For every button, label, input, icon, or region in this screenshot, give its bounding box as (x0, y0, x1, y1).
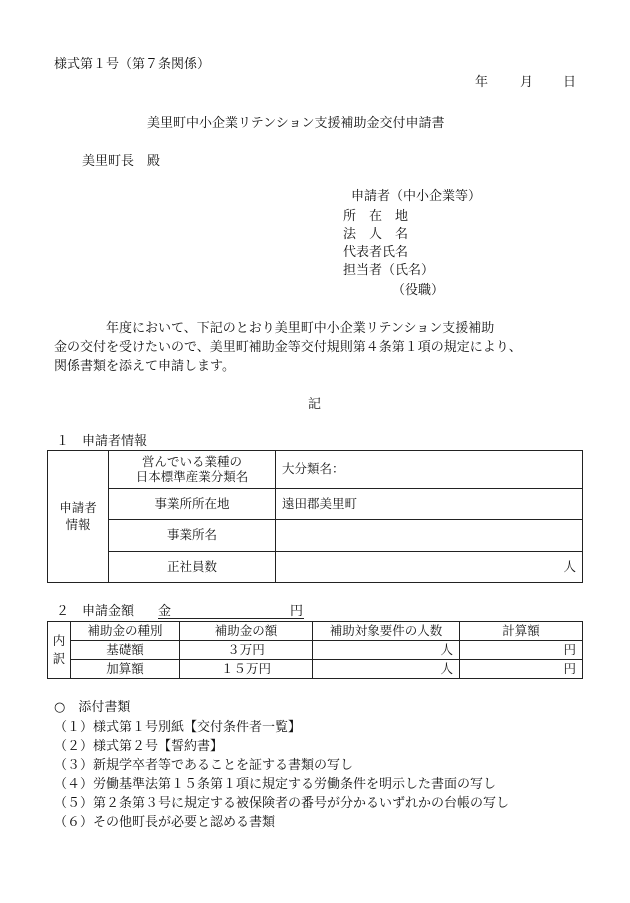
office-name-label: 事業所名 (109, 520, 276, 552)
attachments-heading: ○ 添付書類 (54, 700, 131, 715)
table-row (48, 641, 583, 660)
section1-heading: １ 申請者情報 (56, 434, 148, 449)
header-calculated-amount: 計算額 (460, 622, 583, 641)
row-additional-type: 加算額 (71, 660, 180, 679)
header-eligible-count: 補助対象要件の人数 (313, 622, 460, 641)
attachment-item-4: （４）労働基準法第１５条第１項に規定する労働条件を明示した書面の写し (54, 777, 497, 792)
applicant-address-label: 所 在 地 (343, 209, 409, 224)
date-year: 年 (475, 75, 489, 90)
employees-value[interactable]: 人 (276, 552, 583, 583)
applicant-representative-label: 代表者氏名 (343, 245, 409, 260)
header-subsidy-amount: 補助金の額 (180, 622, 313, 641)
attachment-item-3: （３）新規学卒者等であることを証する書類の写し (54, 758, 354, 773)
row-additional-people[interactable]: 人 (313, 660, 460, 679)
applicant-contact-label: 担当者（氏名） (343, 263, 435, 278)
applicant-corp-name-label: 法 人 名 (343, 227, 409, 242)
body-line-3: 関係書類を添えて申請します。 (54, 359, 235, 374)
body-line-2: 金の交付を受けたいので、美里町補助金等交付規則第４条第１項の規定により、 (54, 340, 522, 355)
employees-label: 正社員数 (109, 552, 276, 583)
attachment-item-1: （１）様式第１号別紙【交付条件者一覧】 (54, 720, 302, 735)
industry-label: 営んでいる業種の 日本標準産業分類名 (109, 451, 276, 489)
amount-unit: 円 (290, 604, 304, 619)
row-basic-amount: ３万円 (180, 641, 313, 660)
breakdown-side-label: 内 訳 (48, 622, 71, 679)
applicant-heading: 申請者（中小企業等） (351, 189, 482, 204)
breakdown-table (47, 621, 583, 679)
row-basic-type: 基礎額 (71, 641, 180, 660)
row-basic-people[interactable]: 人 (313, 641, 460, 660)
applicant-position-label: （役職） (392, 283, 445, 298)
row-additional-amount: １５万円 (180, 660, 313, 679)
body-line-1: 年度において、下記のとおり美里町中小企業リテンション支援補助 (54, 321, 495, 336)
industry-value-cell[interactable]: 大分類名： (276, 451, 583, 489)
row-additional-calc[interactable]: 円 (460, 660, 583, 679)
attachment-item-5: （５）第２条第３号に規定する被保険者の番号が分かるいずれかの台帳の写し (54, 796, 510, 811)
section2-heading: ２ 申請金額 (56, 604, 135, 619)
applicant-info-side-label: 申請者 情報 (48, 451, 109, 583)
amount-prefix: 金 (158, 604, 172, 619)
date-day: 日 (563, 75, 577, 90)
table-row (48, 660, 583, 679)
office-name-value[interactable] (276, 520, 583, 552)
row-basic-calc[interactable]: 円 (460, 641, 583, 660)
addressee: 美里町長 殿 (82, 154, 161, 169)
applicant-info-table (47, 450, 583, 583)
date-month: 月 (520, 75, 534, 90)
attachment-item-6: （６）その他町長が必要と認める書類 (54, 815, 276, 830)
document-title: 美里町中小企業リテンション支援補助金交付申請書 (147, 116, 445, 131)
ki-label: 記 (308, 397, 322, 412)
office-location-value[interactable]: 遠田郡美里町 (276, 489, 583, 520)
form-number: 様式第１号（第７条関係） (54, 57, 211, 72)
amount-underline (158, 618, 304, 619)
office-location-label: 事業所所在地 (109, 489, 276, 520)
attachment-item-2: （２）様式第２号【誓約書】 (54, 739, 224, 754)
header-subsidy-type: 補助金の種別 (71, 622, 180, 641)
